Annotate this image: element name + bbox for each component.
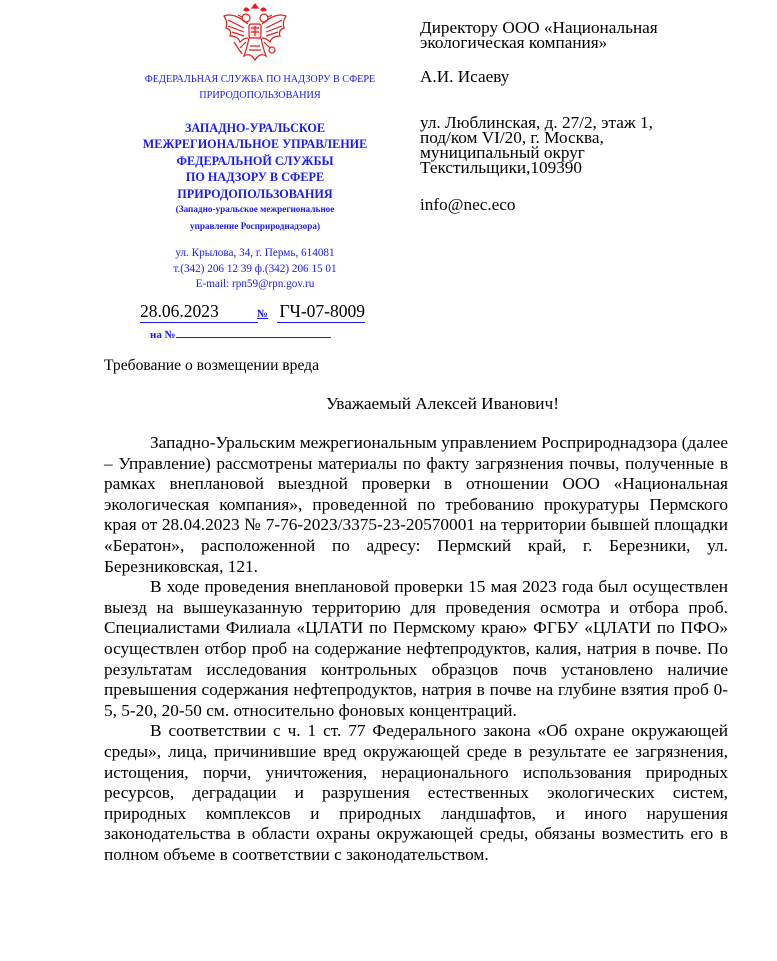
address-line: муниципальный округ bbox=[420, 143, 585, 162]
addressee-name: А.И. Исаеву bbox=[420, 67, 510, 86]
agency-address: ул. Крылова, 34, г. Пермь, 614081 bbox=[175, 247, 335, 259]
letter-body bbox=[104, 433, 728, 865]
coat-of-arms-emblem-icon bbox=[220, 2, 290, 64]
reference-blank-line bbox=[176, 326, 331, 338]
outgoing-date-number bbox=[140, 300, 400, 326]
regional-agency-name bbox=[110, 120, 400, 202]
regional-agency-line: ПРИРОДОПОЛЬЗОВАНИЯ bbox=[177, 186, 333, 201]
agency-contacts bbox=[110, 246, 400, 293]
addressee-block bbox=[420, 20, 720, 215]
addressee-position: Директору ООО «Национальная bbox=[420, 18, 658, 37]
letter-number: ГЧ-07-8009 bbox=[277, 300, 365, 323]
letter-date: 28.06.2023 bbox=[140, 300, 258, 323]
agency-phone-fax: т.(342) 206 12 39 ф.(342) 206 15 01 bbox=[173, 262, 337, 275]
address-line: ул. Люблинская, д. 27/2, этаж 1, bbox=[420, 113, 653, 132]
regional-agency-line: ФЕДЕРАЛЬНОЙ СЛУЖБЫ bbox=[176, 153, 334, 168]
addressee-email: info@nec.eco bbox=[420, 195, 516, 214]
address-line: под/ком VI/20, г. Москва, bbox=[420, 128, 604, 147]
letter-subject: Требование о возмещении вреда bbox=[104, 357, 320, 374]
body-paragraph: В соответствии с ч. 1 ст. 77 Федерального закона «Об охране окружающей среды», лица, причинившие вред окружающей среде в результате ее загрязнения, истощения, порчи, уничтожения, нерационального использования природных ресурсов, деградации и разрушения естественных экологических систем, природных комплексов и природных ландшафтов, и иного нарушения законодательства в области охраны окружающей среды, обязаны возместить его в полном объеме в соответствии с законодательством. bbox=[104, 721, 728, 864]
body-paragraph: Западно-Уральским межрегиональным управлением Росприроднадзора (далее – Управление) рассмотрены материалы по факту загрязнения почвы, полученные в рамках внеплановой выездной проверки в отношении ООО «Национальная экологическая компания», проведенной по требованию прокуратуры Пермского края от 28.04.2023 № 7-76-2023/3375-23-20570001 на территории бывшей площадки «Бератон», расположенной по адресу: Пермский край, г. Березники, ул. Березниковская, 121. bbox=[104, 433, 728, 576]
regional-agency-short-name bbox=[110, 201, 400, 234]
agency-short-line: (Западно-уральское межрегиональное bbox=[175, 204, 335, 214]
agency-email: E-mail: rpn59@rpn.gov.ru bbox=[195, 278, 315, 290]
regional-agency-line: МЕЖРЕГИОНАЛЬНОЕ УПРАВЛЕНИЕ bbox=[142, 137, 368, 152]
reference-number-row bbox=[150, 326, 331, 341]
agency-short-line: управление Росприроднадзора) bbox=[189, 220, 321, 231]
number-sign: № bbox=[257, 308, 269, 320]
body-paragraph: В ходе проведения внеплановой проверки 15 мая 2023 года был осуществлен выезд на вышеуказанную территорию для проведения осмотра и отбора проб. Специалистами Филиала «ЦЛАТИ по Пермскому краю» ФГБУ «ЦЛАТИ по ПФО» осуществлен отбор проб на содержание нефтепродуктов, калия, натрия в почве. По результатам исследования контрольных образцов почв установлено наличие превышения содержания нефтепродуктов, натрия в почве на глубине взятия проб 0-5, 5-20, 20-50 см. относительно фоновых концентраций. bbox=[104, 577, 728, 720]
federal-agency-line: ПРИРОДОПОЛЬЗОВАНИЯ bbox=[199, 90, 321, 101]
address-line: Текстильщики,109390 bbox=[420, 158, 582, 177]
letter-greeting: Уважаемый Алексей Иванович! bbox=[326, 394, 559, 413]
addressee-address bbox=[420, 115, 720, 175]
regional-agency-line: ПО НАДЗОРУ В СФЕРЕ bbox=[185, 170, 325, 185]
federal-agency-line: ФЕДЕРАЛЬНАЯ СЛУЖБА ПО НАДЗОРУ В СФЕРЕ bbox=[144, 74, 376, 85]
regional-agency-line: ЗАПАДНО-УРАЛЬСКОЕ bbox=[184, 121, 326, 135]
reference-label: на № bbox=[150, 329, 176, 341]
addressee-company: экологическая компания» bbox=[420, 33, 608, 52]
federal-agency-name bbox=[110, 72, 410, 104]
